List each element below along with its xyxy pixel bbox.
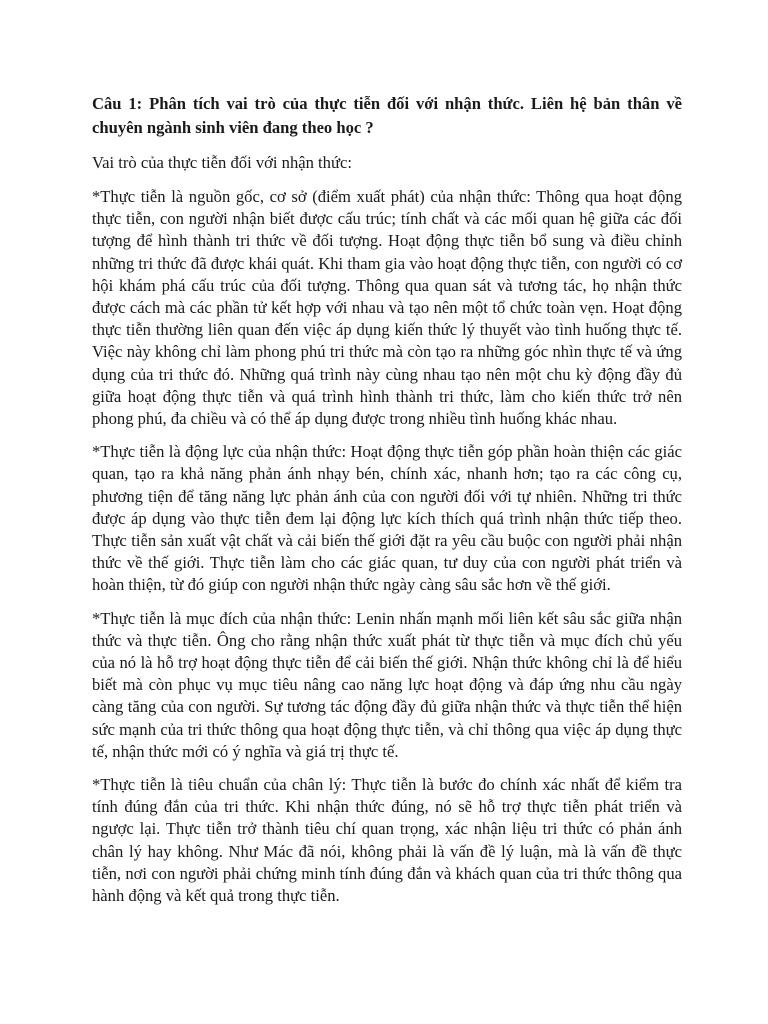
paragraph-purpose: *Thực tiễn là mục đích của nhận thức: Lenin nhấn mạnh mối liên kết sâu sắc giữa nhận thức và thực tiễn. Ông cho rằng nhận thức xuất phát từ thực tiễn và mục đích chủ yếu của nó là hỗ trợ hoạt động thực tiễn để cải biến thế giới. Nhận thức không chỉ là để hiểu biết mà còn phục vụ mục tiêu nâng cao năng lực hoạt động và đáp ứng nhu cầu ngày càng tăng của con người. Sự tương tác động đầy đủ giữa nhận thức và thực tiễn thể hiện sức mạnh của tri thức thông qua hoạt động thực tiễn, và chỉ thông qua việc áp dụng thực tế, nhận thức mới có ý nghĩa và giá trị thực tế. [92,608,682,761]
question-title: Câu 1: Phân tích vai trò của thực tiễn đối với nhận thức. Liên hệ bản thân về chuyên ngành sinh viên đang theo học ? [92,94,682,137]
paragraph-motivation: *Thực tiễn là động lực của nhận thức: Hoạt động thực tiễn góp phần hoàn thiện các giác quan, tạo ra khả năng phản ánh nhạy bén, chính xác, nhanh hơn; tạo ra các công cụ, phương tiện để tăng năng lực phản ánh của con người đối với tự nhiên. Những tri thức được áp dụng vào thực tiễn đem lại động lực kích thích quá trình nhận thức tiếp theo. Thực tiễn sản xuất vật chất và cải biến thế giới đặt ra yêu cầu buộc con người phải nhận thức về thế giới. Thực tiễn làm cho các giác quan, tư duy của con người phát triển và hoàn thiện, từ đó giúp con người nhận thức ngày càng sâu sắc hơn về thế giới. [92,442,682,595]
paragraph-criterion: *Thực tiễn là tiêu chuẩn của chân lý: Thực tiễn là bước đo chính xác nhất để kiểm tra tính đúng đắn của tri thức. Khi nhận thức đúng, nó sẽ hỗ trợ thực tiễn phát triển và ngược lại. Thực tiễn trở thành tiêu chí quan trọng, xác nhận liệu tri thức có phản ánh chân lý hay không. Như Mác đã nói, không phải là vấn đề lý luận, mà là vấn đề thực tiễn, nơi con người phải chứng minh tính đúng đắn và khách quan của tri thức thông qua hành động và kết quả trong thực tiễn. [92,775,682,906]
intro-line: Vai trò của thực tiễn đối với nhận thức: [92,153,352,172]
paragraph-source: *Thực tiễn là nguồn gốc, cơ sở (điểm xuất phát) của nhận thức: Thông qua hoạt động thực tiễn, con người nhận biết được cấu trúc; tính chất và các mối quan hệ giữa các đối tượng để hình thành tri thức về đối tượng. Hoạt động thực tiễn bổ sung và điều chỉnh những tri thức đã được khái quát. Khi tham gia vào hoạt động thực tiễn, con người có cơ hội khám phá cấu trúc của đối tượng. Thông qua quan sát và tương tác, họ nhận thức được cách mà các phần tử kết hợp với nhau và tạo nên một tổ chức toàn vẹn. Hoạt động thực tiễn thường liên quan đến việc áp dụng kiến thức lý thuyết vào tình huống thực tế. Việc này không chỉ làm phong phú tri thức mà còn tạo ra những góc nhìn thực tế và ứng dụng của tri thức đó. Những quá trình này cùng nhau tạo nên một chu kỳ động đầy đủ giữa hoạt động thực tiễn và quá trình hình thành tri thức, làm cho kiến thức trở nên phong phú, đa chiều và có thể áp dụng được trong nhiều tình huống khác nhau. [92,187,682,429]
